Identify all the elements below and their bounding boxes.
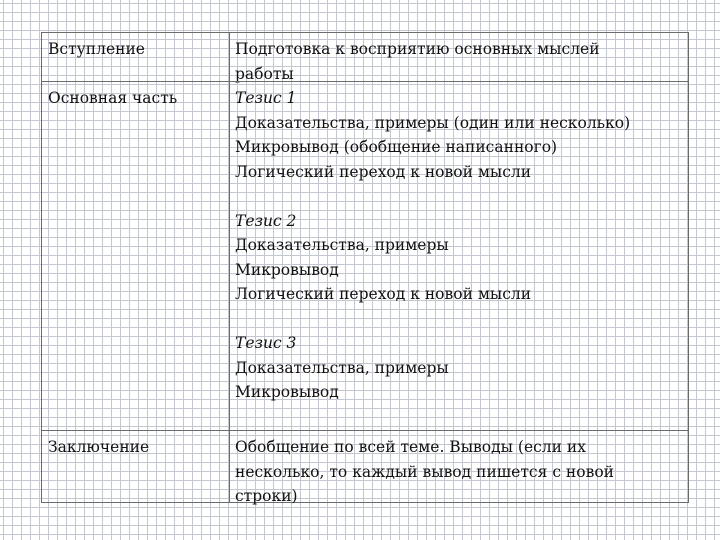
row-content-introduction — [235, 37, 675, 86]
thesis-1-title: Тезис 1 — [235, 89, 297, 107]
thesis-2-line: Микровывод — [235, 260, 339, 279]
row-content-main-part — [235, 86, 675, 405]
thesis-2-title: Тезис 2 — [235, 211, 297, 230]
thesis-3-title: Тезис 3 — [235, 334, 297, 352]
content-line: строки) — [235, 487, 298, 505]
content-line: несколько, то каждый вывод пишется с новой — [235, 462, 614, 481]
thesis-2-line: Доказательства, примеры — [235, 236, 449, 254]
table-row-introduction — [42, 33, 688, 81]
spacer — [235, 307, 675, 332]
table-row-conclusion — [42, 430, 688, 503]
thesis-2-line: Логический переход к новой мысли — [235, 285, 532, 303]
thesis-3-line: Доказательства, примеры — [235, 358, 449, 377]
content-line: Обобщение по всей теме. Выводы (если их — [235, 438, 586, 456]
thesis-1-line: Логический переход к новой мысли — [235, 162, 532, 181]
spacer — [235, 184, 675, 209]
row-content-conclusion — [235, 435, 675, 509]
row-label-introduction: Вступление — [48, 40, 145, 58]
thesis-3-line: Микровывод — [235, 383, 339, 401]
essay-structure-table — [41, 32, 689, 503]
content-line: Подготовка к восприятию основных мыслей — [235, 40, 600, 58]
thesis-1-line: Микровывод (обобщение написанного) — [235, 138, 558, 156]
content-line: работы — [235, 64, 294, 83]
thesis-1-line: Доказательства, примеры (один или несколько) — [235, 113, 631, 132]
row-label-main-part: Основная часть — [48, 89, 178, 107]
row-label-conclusion: Заключение — [48, 438, 150, 456]
table-row-main-part — [42, 81, 688, 431]
